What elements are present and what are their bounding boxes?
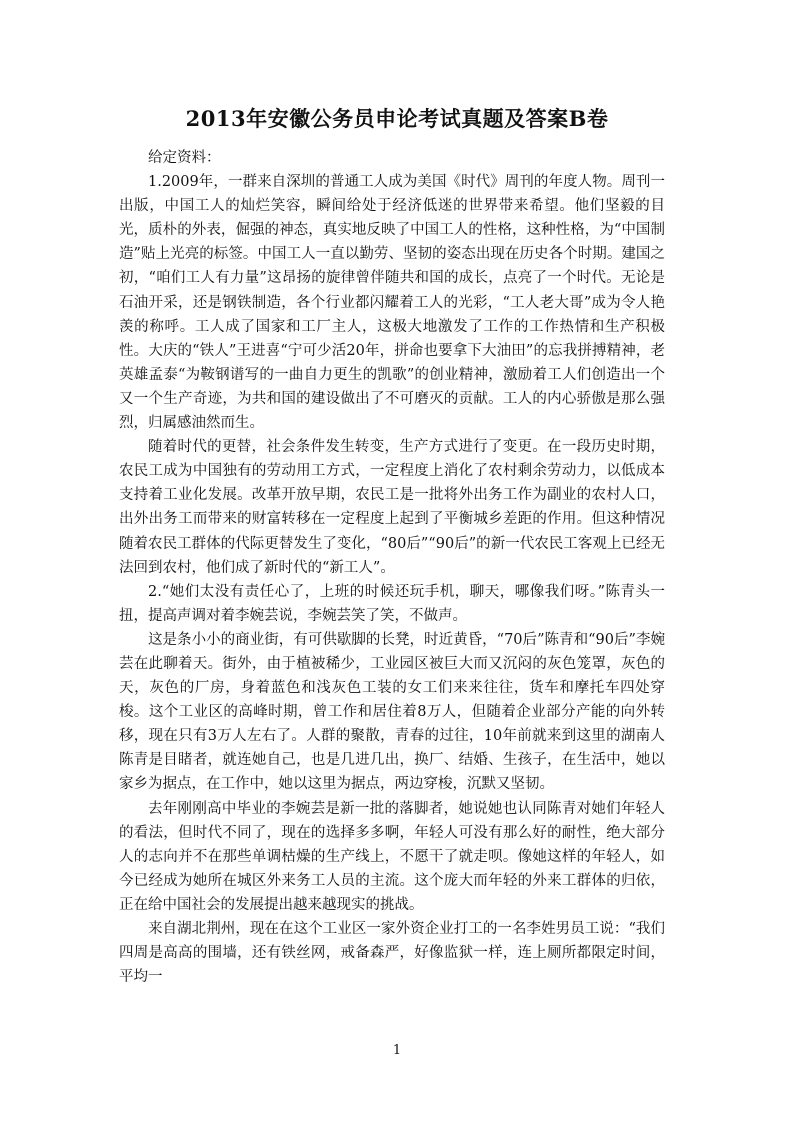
- paragraph-material-2-newcomer: 去年刚刚高中毕业的李婉芸是新一批的落脚者，她说她也认同陈青对她们年轻人的看法，但时代不同了，现在的选择多多啊，年轻人可没有那么好的耐性，绝大部分人的志向并不在那些单调枯燥的生产线上，不愿干了就走呗。像她这样的年轻人，如今已经成为她所在城区外来务工人员的主流。这个庞大而年轻的外来工群体的归依，正在给中国社会的发展提出越来越现实的挑战。: [119, 800, 665, 913]
- paragraph-material-1-continued: 随着时代的更替，社会条件发生转变，生产方式进行了变更。在一段历史时期，农民工成为中国独有的劳动用工方式，一定程度上消化了农村剩余劳动力，以低成本支持着工业化发展。改革开放早期，农民工是一批将外出务工作为副业的农村人口，出外出务工而带来的财富转移在一定程度上起到了平衡城乡差距的作用。但这种情况随着农民工群体的代际更替发生了变化，“80后”“90后”的新一代农民工客观上已经无法回到农村，他们成了新时代的“新工人”。: [119, 439, 665, 576]
- paragraph-material-2-street: 这是条小小的商业街，有可供歇脚的长凳，时近黄昏，“70后”陈青和“90后”李婉芸在此聊着天。街外，由于植被稀少，工业园区被巨大而又沉闷的灰色笼罩，灰色的天，灰色的厂房，身着蓝色和浅灰色工装的女工们来来往往，货车和摩托车四处穿梭。这个工业区的高峰时期，曾工作和居住着8万人，但随着企业部分产能的向外转移，现在只有3万人左右了。人群的聚散，青春的过往，10年前就来到这里的湖南人陈青是目睹者，就连她自己，也是几进几出，换厂、结婚、生孩子，在生活中，她以家乡为据点，在工作中，她以这里为据点，两边穿梭，沉默又坚韧。: [119, 631, 665, 793]
- paragraph-material-2-worker-quote: 来自湖北荆州，现在在这个工业区一家外资企业打工的一名李姓男员工说：“我们四周是高高的围墙，还有铁丝网，戒备森严，好像监狱一样，连上厕所都限定时间，平均一: [119, 921, 665, 986]
- paragraph-material-1: 1.2009年，一群来自深圳的普通工人成为美国《时代》周刊的年度人物。周刊一出版，中国工人的灿烂笑容，瞬间给处于经济低迷的世界带来希望。他们坚毅的目光，质朴的外表，倔强的神态，真实地反映了中国工人的性格，这种性格，为“中国制造”贴上光亮的标签。中国工人一直以勤劳、坚韧的姿态出现在历史各个时期。建国之初，“咱们工人有力量”这昂扬的旋律曾伴随共和国的成长，点亮了一个时代。无论是石油开采，还是钢铁制造，各个行业都闪耀着工人的光彩，“工人老大哥”成为令人艳羡的称呼。工人成了国家和工厂主人，这极大地激发了工作的工作热情和生产积极性。大庆的“铁人”王进喜“宁可少活20年，拼命也要拿下大油田”的忘我拼搏精神，老英雄孟泰“为鞍钢谱写的一曲自力更生的凯歌”的创业精神，激励着工人们创造出一个又一个生产奇迹，为共和国的建设做出了不可磨灭的贡献。工人的内心骄傲是那么强烈，归属感油然而生。: [119, 174, 665, 432]
- paragraph-material-2: 2.“她们太没有责任心了，上班的时候还玩手机，聊天，哪像我们呀。”陈青头一扭，提高声调对着李婉芸说，李婉芸笑了笑，不做声。: [119, 583, 665, 624]
- paragraph-materials-label: 给定资料：: [148, 150, 221, 166]
- document-body: [119, 146, 665, 989]
- page-number: 1: [392, 1043, 402, 1058]
- document-title: 2013年安徽公务员申论考试真题及答案B卷: [185, 106, 609, 131]
